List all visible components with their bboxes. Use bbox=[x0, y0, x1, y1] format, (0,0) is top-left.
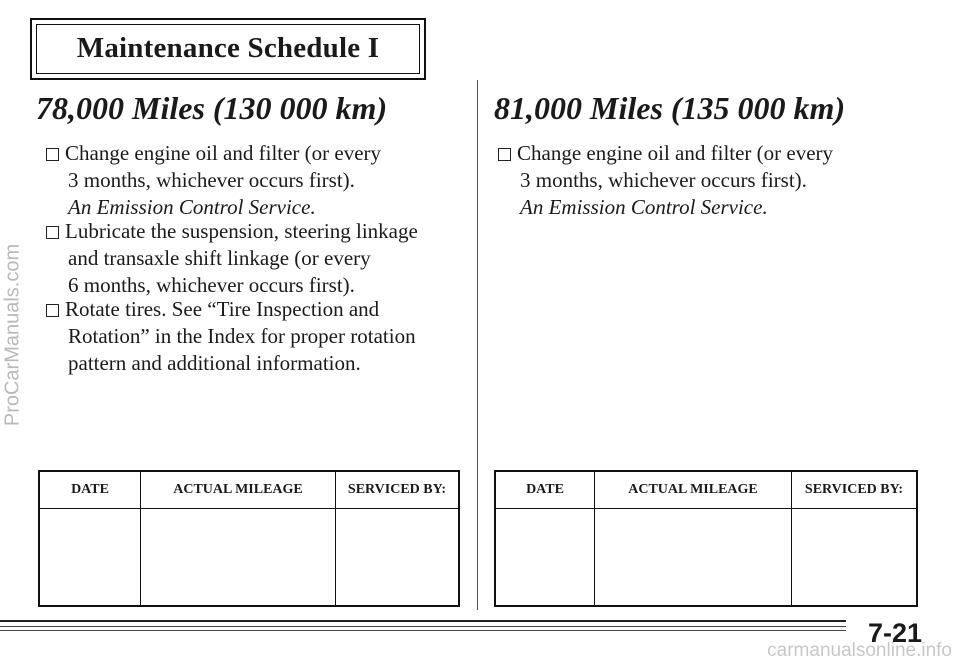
checkbox-icon[interactable] bbox=[46, 148, 59, 161]
mileage-entry-cell[interactable] bbox=[141, 509, 336, 607]
footer-rule bbox=[0, 626, 846, 627]
left-item-1 bbox=[46, 140, 381, 221]
page-number: 7-21 bbox=[867, 618, 922, 648]
table-header-date: DATE bbox=[495, 471, 595, 509]
item-line: 3 months, whichever occurs first). bbox=[520, 168, 807, 192]
item-line: Lubricate the suspension, steering linkage bbox=[65, 219, 418, 243]
section-header bbox=[30, 18, 426, 80]
right-item-1 bbox=[498, 140, 833, 221]
date-entry-cell[interactable] bbox=[495, 509, 595, 607]
table-header-serviced-by: SERVICED BY: bbox=[336, 471, 460, 509]
footer-rule bbox=[0, 630, 846, 631]
watermark-text: ProCarManuals.com bbox=[1, 243, 24, 427]
checkbox-icon[interactable] bbox=[498, 148, 511, 161]
right-service-log-table bbox=[494, 470, 918, 607]
table-header-mileage: ACTUAL MILEAGE bbox=[141, 471, 336, 509]
item-note: An Emission Control Service. bbox=[520, 195, 768, 219]
table-header-mileage: ACTUAL MILEAGE bbox=[595, 471, 792, 509]
footer-rule bbox=[0, 620, 846, 622]
serviced-by-entry-cell[interactable] bbox=[792, 509, 918, 607]
item-line: Change engine oil and filter (or every bbox=[65, 141, 382, 165]
item-note: An Emission Control Service. bbox=[68, 195, 316, 219]
item-line: Rotation” in the Index for proper rotation bbox=[68, 324, 416, 348]
left-item-3 bbox=[46, 296, 416, 377]
mileage-entry-cell[interactable] bbox=[595, 509, 792, 607]
item-line: Change engine oil and filter (or every bbox=[517, 141, 834, 165]
date-entry-cell[interactable] bbox=[39, 509, 141, 607]
left-service-log-table bbox=[38, 470, 460, 607]
item-line: Rotate tires. See “Tire Inspection and bbox=[65, 297, 380, 321]
left-item-2 bbox=[46, 218, 418, 299]
checkbox-icon[interactable] bbox=[46, 304, 59, 317]
column-divider bbox=[477, 80, 478, 610]
serviced-by-entry-cell[interactable] bbox=[336, 509, 460, 607]
checkbox-icon[interactable] bbox=[46, 226, 59, 239]
item-line: and transaxle shift linkage (or every bbox=[68, 246, 371, 270]
side-watermark bbox=[0, 0, 26, 664]
item-line: 6 months, whichever occurs first). bbox=[68, 273, 355, 297]
right-section-title: 81,000 Miles (135 000 km) bbox=[494, 90, 846, 126]
item-line: pattern and additional information. bbox=[68, 351, 361, 375]
page-title: Maintenance Schedule I bbox=[76, 32, 380, 64]
table-header-date: DATE bbox=[39, 471, 141, 509]
left-section-title: 78,000 Miles (130 000 km) bbox=[36, 90, 388, 126]
item-line: 3 months, whichever occurs first). bbox=[68, 168, 355, 192]
footer-watermark: carmanualsonline.info bbox=[767, 640, 952, 661]
table-header-serviced-by: SERVICED BY: bbox=[792, 471, 918, 509]
